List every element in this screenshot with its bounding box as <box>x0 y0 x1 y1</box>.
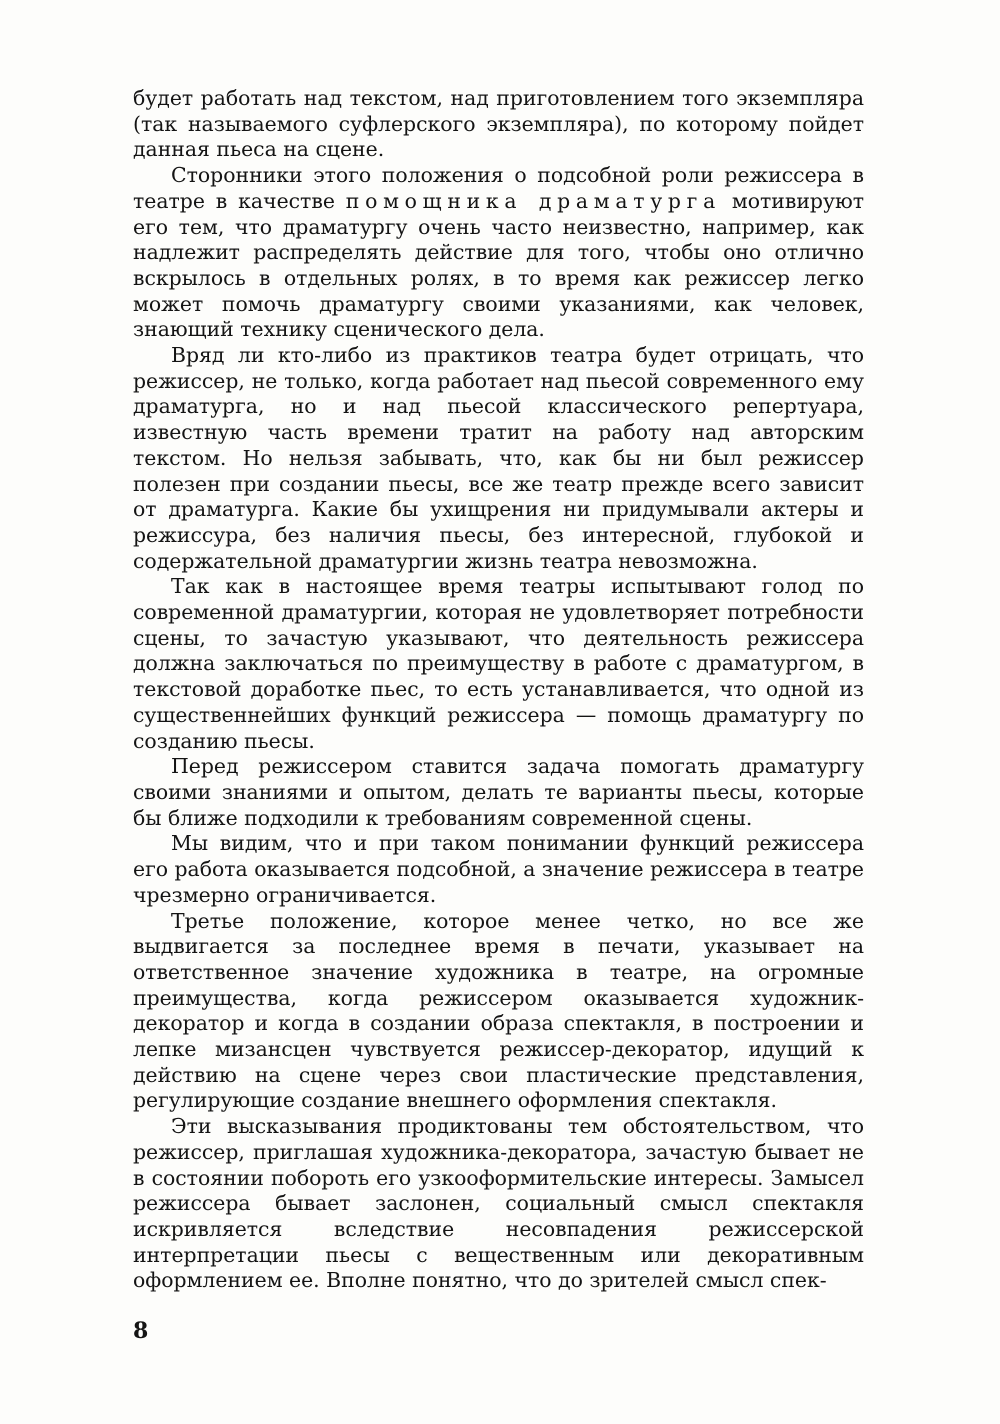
paragraph-8: Эти высказывания продиктованы тем обстоятельством, что режиссер, приглашая художника-декоратора, зачастую бывает не в состоянии побороть его узкооформительские интересы. Замысел режиссера бывает заслонен, социальный смысл спектакля искривляется вследствие несовпадения режиссерской интерпретации пьесы с вещественным или декоративным оформлением ее. Вполне понятно, что до зрителей смысл спек- <box>133 1114 864 1293</box>
paragraph-2 <box>133 163 864 343</box>
paragraph-6: Мы видим, что и при таком понимании функций режиссера его работа оказывается подсобной, а значение режиссера в театре чрезмерно ограничивается. <box>133 831 864 907</box>
paragraph-4: Так как в настоящее время театры испытывают голод по современной драматургии, которая не удовлетворяет потребности сцены, то зачастую указывают, что деятельность режиссера должна заключаться по преимуществу в работе с драматургом, в текстовой доработке пьес, то есть устанавливается, что одной из существеннейших функций режиссера — помощь драматургу по созданию пьесы. <box>133 574 864 753</box>
paragraph-2-start: Сторонники этого положения о подсобной роли режиссера в театре в качестве <box>133 163 864 213</box>
paragraph-3: Вряд ли кто-либо из практиков театра будет отрицать, что режиссер, не только, когда работает над пьесой современного ему драматурга, но и над пьесой классического репертуара, известную часть времени тратит на работу над авторским текстом. Но нельзя забывать, что, как бы ни был режиссер полезен при создании пьесы, все же театр прежде всего зависит от драматурга. Какие бы ухищрения ни придумывали актеры и режиссура, без наличия пьесы, без интересной, глубокой и содержательной драматургии жизнь театра невозможна. <box>133 343 864 573</box>
emphasized-phrase: помощника драматурга <box>345 188 721 213</box>
body-text <box>133 86 864 1294</box>
paragraph-1: будет работать над текстом, над приготовлением того экземпляра (так называемого суфлерского экземпляра), по которому пойдет данная пьеса на сцене. <box>133 86 864 162</box>
paragraph-5: Перед режиссером ставится задача помогать драматургу своими знаниями и опытом, делать те варианты пьесы, которые бы ближе подходили к требованиям современной сцены. <box>133 754 864 830</box>
page-number: 8 <box>133 1318 149 1344</box>
paragraph-2-end: мотивируют его тем, что драматургу очень часто неизвестно, например, как надлежит распределять действие для того, чтобы оно отлично вскрылось в отдельных ролях, в то время как режиссер легко может помочь драматургу своими указаниями, как человек, знающий технику сценического дела. <box>133 188 864 342</box>
paragraph-7: Третье положение, которое менее четко, но все же выдвигается за последнее время в печати, указывает на ответственное значение художника в театре, на огромные преимущества, когда режиссером оказывается художник-декоратор и когда в создании образа спектакля, в построении и лепке мизансцен чувствуется режиссер-декоратор, идущий к действию на сцене через свои пластические представления, регулирующие создание внешнего оформления спектакля. <box>133 908 864 1113</box>
